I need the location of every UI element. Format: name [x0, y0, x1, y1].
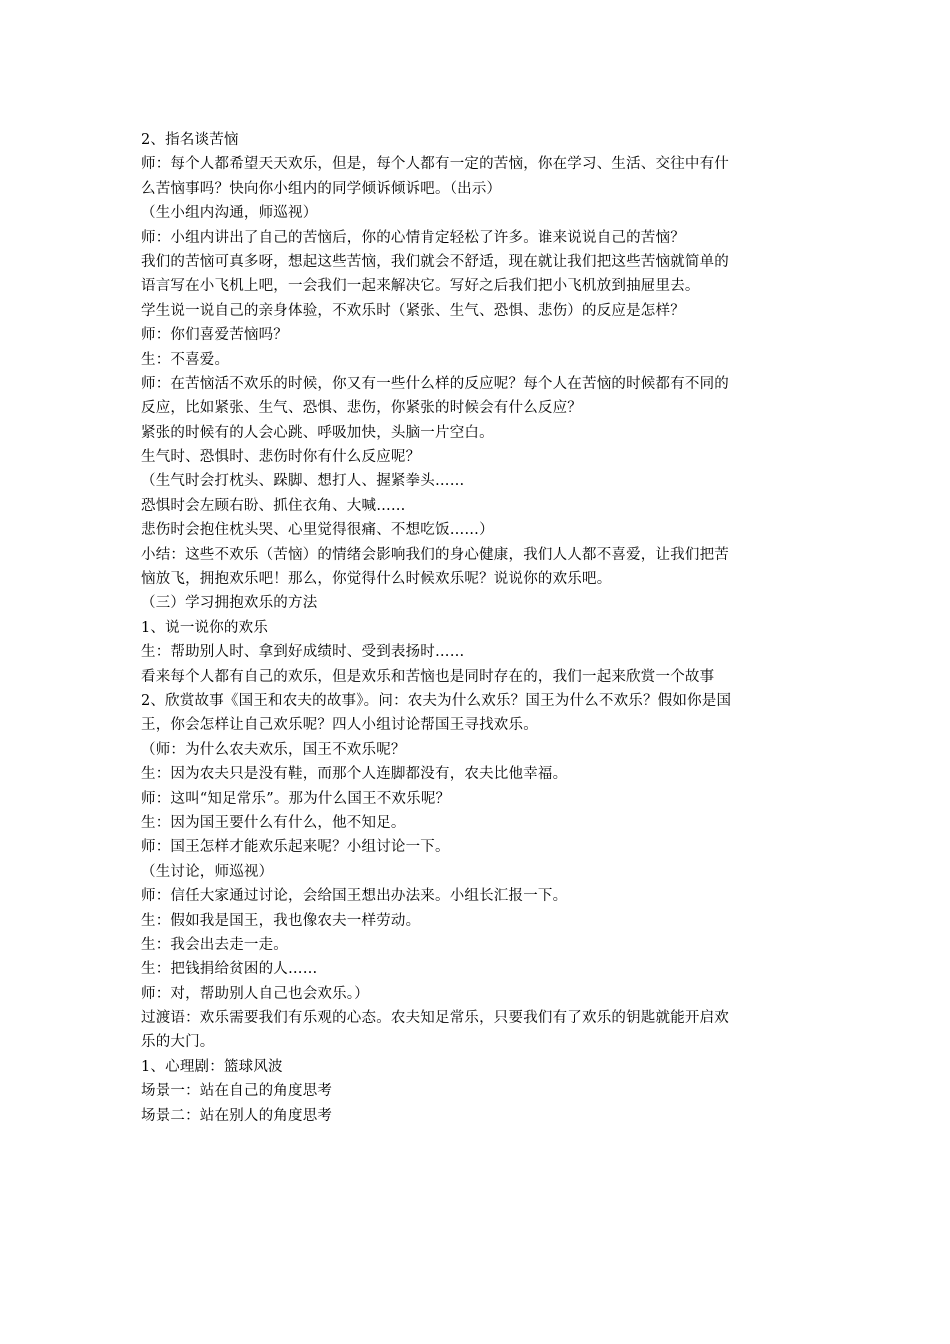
text-line-17: 悲伤时会抱住枕头哭、心里觉得很痛、不想吃饭……）: [141, 522, 494, 539]
text-line-31: （生讨论，师巡视）: [141, 863, 274, 880]
text-line-1: 2、指名谈苦恼: [141, 132, 239, 148]
text-line-28: 师：这叫“知足常乐”。那为什么国王不欢乐呢？: [141, 790, 451, 807]
text-line-7: 语言写在小飞机上吧，一会我们一起来解决它。写好之后我们把小飞机放到抽屉里去。: [141, 278, 700, 295]
text-line-29: 生：因为国王要什么有什么，他不知足。: [141, 814, 406, 831]
text-line-11: 师：在苦恼活不欢乐的时候，你又有一些什么样的反应呢？每个人在苦恼的时候都有不同的: [141, 375, 729, 392]
text-line-38: 乐的大门。: [141, 1034, 215, 1051]
text-line-13: 紧张的时候有的人会心跳、呼吸加快，头脑一片空白。: [141, 424, 494, 441]
text-line-3: 么苦恼事吗？快向你小组内的同学倾诉倾诉吧。（出示）: [141, 180, 502, 197]
text-line-12: 反应，比如紧张、生气、恐惧、悲伤，你紧张的时候会有什么反应？: [141, 400, 582, 417]
text-line-32: 师：信任大家通过讨论，会给国王想出办法来。小组长汇报一下。: [141, 888, 568, 905]
text-line-4: （生小组内沟通，师巡视）: [141, 205, 318, 222]
text-line-5: 师：小组内讲出了自己的苦恼后，你的心情肯定轻松了许多。谁来说说自己的苦恼？: [141, 229, 685, 246]
text-line-26: （师：为什么农夫欢乐，国王不欢乐呢？: [141, 741, 406, 758]
text-line-20: （三）学习拥抱欢乐的方法: [141, 595, 318, 612]
text-line-19: 恼放飞，拥抱欢乐吧！那么，你觉得什么时候欢乐呢？说说你的欢乐吧。: [141, 571, 612, 588]
text-line-18: 小结：这些不欢乐（苦恼）的情绪会影响我们的身心健康，我们人人都不喜爱，让我们把苦: [141, 546, 729, 563]
text-line-36: 师：对，帮助别人自己也会欢乐。）: [141, 985, 369, 1002]
text-line-34: 生：我会出去走一走。: [141, 936, 288, 953]
document-page: [141, 128, 811, 1128]
text-line-16: 恐惧时会左顾右盼、抓住衣角、大喊……: [141, 497, 406, 514]
text-line-8: 学生说一说自己的亲身体验，不欢乐时（紧张、生气、恐惧、悲伤）的反应是怎样？: [141, 302, 685, 319]
text-line-24: 2、欣赏故事《国王和农夫的故事》。问：农夫为什么欢乐？国王为什么不欢乐？假如你是国: [141, 692, 732, 709]
text-line-33: 生：假如我是国王，我也像农夫一样劳动。: [141, 912, 421, 929]
text-line-6: 我们的苦恼可真多呀，想起这些苦恼，我们就会不舒适，现在就让我们把这些苦恼就简单的: [141, 253, 729, 270]
text-line-22: 生：帮助别人时、拿到好成绩时、受到表扬时……: [141, 644, 465, 661]
text-line-2: 师：每个人都希望天天欢乐，但是，每个人都有一定的苦恼，你在学习、生活、交往中有什: [141, 156, 729, 173]
text-line-15: （生气时会打枕头、跺脚、想打人、握紧拳头……: [141, 473, 465, 490]
text-line-14: 生气时、恐惧时、悲伤时你有什么反应呢？: [141, 449, 421, 466]
text-line-23: 看来每个人都有自己的欢乐，但是欢乐和苦恼也是同时存在的，我们一起来欣赏一个故事: [141, 668, 715, 685]
text-line-21: 1、说一说你的欢乐: [141, 619, 269, 636]
text-line-35: 生：把钱捐给贫困的人……: [141, 961, 318, 978]
text-line-9: 师：你们喜爱苦恼吗？: [141, 327, 288, 344]
text-line-39: 1、心理剧：篮球风波: [141, 1058, 283, 1075]
text-line-40: 场景一：站在自己的角度思考: [141, 1083, 333, 1100]
text-line-30: 师：国王怎样才能欢乐起来呢？小组讨论一下。: [141, 839, 450, 856]
text-line-37: 过渡语：欢乐需要我们有乐观的心态。农夫知足常乐，只要我们有了欢乐的钥匙就能开启欢: [141, 1010, 729, 1027]
text-line-41: 场景二：站在别人的角度思考: [141, 1107, 333, 1124]
text-line-10: 生：不喜爱。: [141, 351, 230, 368]
text-line-27: 生：因为农夫只是没有鞋，而那个人连脚都没有，农夫比他幸福。: [141, 766, 568, 783]
text-line-25: 王，你会怎样让自己欢乐呢？四人小组讨论帮国王寻找欢乐。: [141, 717, 538, 734]
